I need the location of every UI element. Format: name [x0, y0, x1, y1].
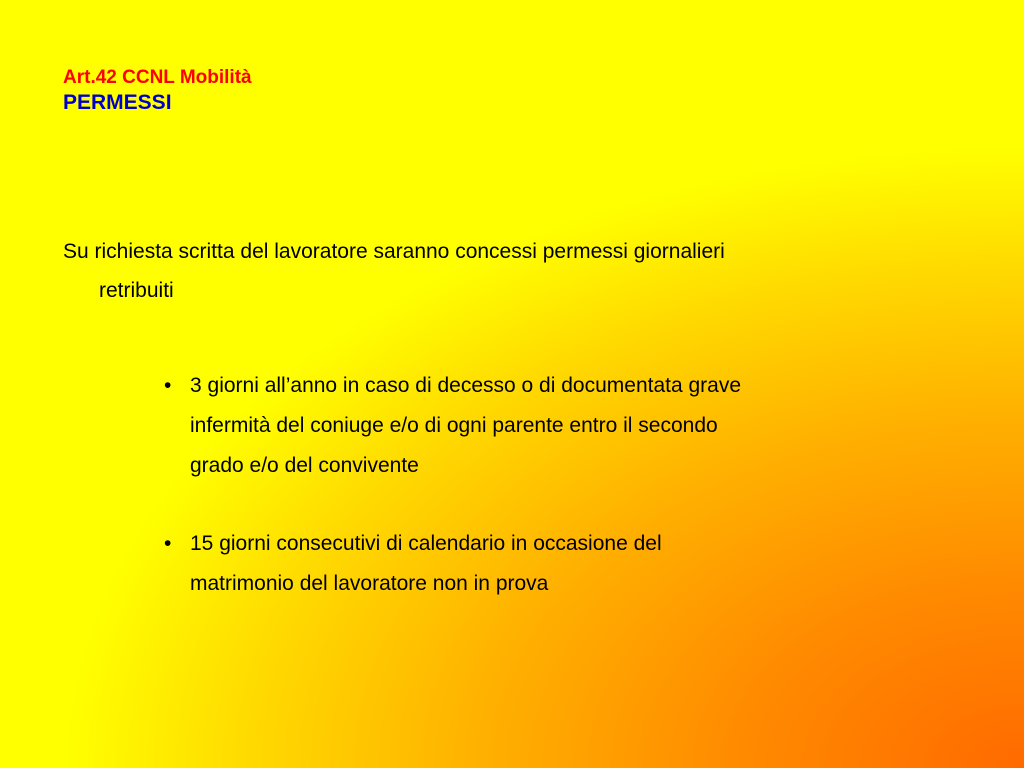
bullet-list — [158, 366, 958, 642]
bullet-1-line-3: grado e/o del convivente — [190, 454, 419, 477]
bullet-item-2 — [158, 524, 958, 604]
intro-line-1: Su richiesta scritta del lavoratore saranno concessi permessi giornalieri — [63, 240, 725, 263]
bullet-1-line-1: 3 giorni all’anno in caso di decesso o di documentata grave — [190, 374, 742, 397]
bullet-icon: • — [164, 374, 172, 397]
intro-paragraph — [63, 232, 993, 310]
title-block — [63, 66, 252, 116]
bullet-1-line-2: infermità del coniuge e/o di ogni parente entro il secondo — [190, 414, 718, 437]
bullet-2-line-2: matrimonio del lavoratore non in prova — [190, 572, 549, 595]
slide-title: Art.42 CCNL Mobilità — [63, 67, 252, 88]
bullet-2-line-1: 15 giorni consecutivi di calendario in occasione del — [190, 532, 662, 555]
bullet-item-1 — [158, 366, 958, 486]
slide-subtitle: PERMESSI — [63, 91, 172, 114]
intro-line-2: retribuiti — [99, 279, 174, 302]
bullet-icon: • — [164, 532, 172, 555]
